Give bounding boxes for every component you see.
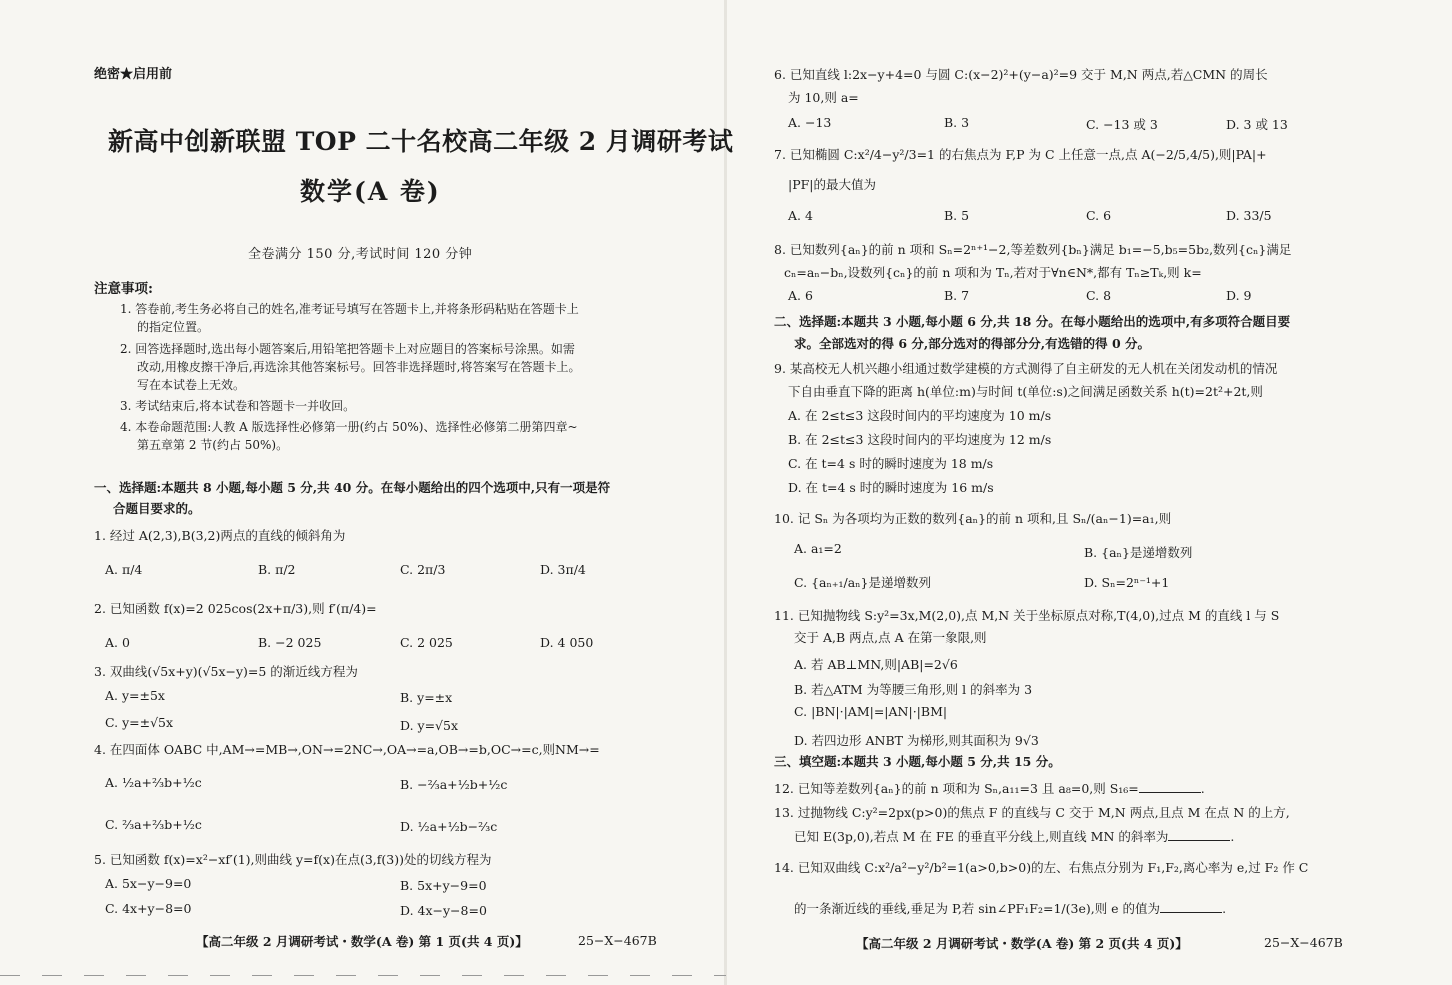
option: C. 6: [1086, 208, 1112, 223]
answer-blank: [1160, 900, 1222, 913]
question-stem: 6. 已知直线 l:2x−y+4=0 与圆 C:(x−2)²+(y−a)²=9 交于 M,N 两点,若△CMN 的周长: [774, 67, 1268, 82]
page-footer: 【高二年级 2 月调研考试・数学(A 卷) 第 2 页(共 4 页)】: [856, 936, 1188, 951]
option: C. y=±√5x: [105, 715, 174, 730]
option: D. 3π/4: [540, 562, 586, 577]
option: C. 在 t=4 s 时的瞬时速度为 18 m/s: [788, 456, 994, 471]
option: A. a₁=2: [794, 541, 842, 556]
question-stem: 8. 已知数列{aₙ}的前 n 项和 Sₙ=2ⁿ⁺¹−2,等差数列{bₙ}满足 b₁=−5,b₅=5b₂,数列{cₙ}满足: [774, 242, 1292, 257]
option: A. −13: [788, 115, 832, 130]
option: B. 若△ATM 为等腰三角形,则 l 的斜率为 3: [794, 682, 1033, 697]
question-stem: |PF|的最大值为: [788, 177, 877, 192]
question-stem: 4. 在四面体 OABC 中,AM→=MB→,ON→=2NC→,OA→=a,OB→=b,OC→=c,则NM→=: [94, 742, 600, 757]
option: A. 4: [788, 208, 813, 223]
note-line: 3. 考试结束后,将本试卷和答题卡一并收回。: [120, 399, 356, 413]
confidential-label: 绝密★启用前: [94, 67, 173, 82]
question-text: 的一条渐近线的垂线,垂足为 P,若 sin∠PF₁F₂=1/(3e),则 e 的值为: [794, 901, 1161, 916]
exam-info: 全卷满分 150 分,考试时间 120 分钟: [248, 247, 473, 262]
answer-blank: [1168, 828, 1230, 841]
option: D. 4x−y−8=0: [400, 903, 487, 918]
option: C. |BN|·|AM|=|AN|·|BM|: [794, 704, 948, 719]
notice-title: 注意事项:: [94, 281, 153, 297]
option: A. 若 AB⊥MN,则|AB|=2√6: [794, 657, 958, 672]
option: B. 7: [944, 288, 970, 303]
question-stem: 10. 记 Sₙ 为各项均为正数的数列{aₙ}的前 n 项和,且 Sₙ/(aₙ−1)=a₁,则: [774, 511, 1172, 526]
option: C. 2π/3: [400, 562, 446, 577]
option: B. 5x+y−9=0: [400, 878, 487, 893]
option: B. 在 2≤t≤3 这段时间内的平均速度为 12 m/s: [788, 432, 1052, 447]
option: A. 5x−y−9=0: [105, 876, 192, 891]
option: D. 9: [1226, 288, 1252, 303]
option: C. 4x+y−8=0: [105, 901, 192, 916]
note-line: 4. 本卷命题范围:人教 A 版选择性必修第一册(约占 50%)、选择性必修第二册第四章~: [120, 420, 578, 434]
question-stem: cₙ=aₙ−bₙ,设数列{cₙ}的前 n 项和为 Tₙ,若对于∀n∈N*,都有 Tₙ≥Tₖ,则 k=: [784, 265, 1202, 280]
question-stem: 11. 已知抛物线 S:y²=3x,M(2,0),点 M,N 关于坐标原点对称,T(4,0),过点 M 的直线 l 与 S: [774, 608, 1280, 623]
option: A. ½a+⅔b+½c: [105, 775, 202, 790]
note-line: 第五章第 2 节(约占 50%)。: [137, 438, 289, 452]
question-stem: [774, 780, 1205, 797]
option: D. Sₙ=2ⁿ⁻¹+1: [1084, 575, 1170, 590]
option: A. 在 2≤t≤3 这段时间内的平均速度为 10 m/s: [788, 408, 1052, 423]
note-line: 写在本试卷上无效。: [137, 378, 246, 392]
question-stem: 5. 已知函数 f(x)=x²−xf′(1),则曲线 y=f(x)在点(3,f(3))处的切线方程为: [94, 852, 492, 867]
section-heading: 合题目要求的。: [113, 501, 201, 516]
option: D. 33/5: [1226, 208, 1272, 223]
option: B. 3: [944, 115, 970, 130]
option: A. 6: [788, 288, 813, 303]
question-stem: 交于 A,B 两点,点 A 在第一象限,则: [794, 630, 987, 645]
exam-page-2: [726, 0, 1452, 985]
question-end: .: [1200, 781, 1205, 796]
section-heading: 求。全部选对的得 6 分,部分选对的得部分分,有选错的得 0 分。: [794, 336, 1151, 351]
note-line: 改动,用橡皮擦干净后,再选涂其他答案标号。回答非选择题时,将答案写在答题卡上。: [137, 360, 581, 374]
option: D. 在 t=4 s 时的瞬时速度为 16 m/s: [788, 480, 994, 495]
section-heading: 三、填空题:本题共 3 小题,每小题 5 分,共 15 分。: [774, 754, 1061, 769]
option: C. 2 025: [400, 635, 453, 650]
option: C. 8: [1086, 288, 1112, 303]
option: B. 5: [944, 208, 970, 223]
option: D. 3 或 13: [1226, 117, 1288, 132]
question-stem: 14. 已知双曲线 C:x²/a²−y²/b²=1(a>0,b>0)的左、右焦点分别为 F₁,F₂,离心率为 e,过 F₂ 作 C: [774, 860, 1309, 875]
answer-blank: [1139, 780, 1201, 793]
option: B. π/2: [258, 562, 296, 577]
option: A. π/4: [105, 562, 143, 577]
note-line: 的指定位置。: [137, 320, 210, 334]
question-stem: [794, 900, 1226, 917]
question-stem: 3. 双曲线(√5x+y)(√5x−y)=5 的渐近线方程为: [94, 664, 358, 679]
exam-code: 25−X−467B: [1264, 935, 1343, 950]
page-edge-dashes: [0, 975, 726, 976]
question-stem: 9. 某高校无人机兴趣小组通过数学建模的方式测得了自主研发的无人机在关闭发动机的情况: [774, 361, 1278, 376]
option: A. 0: [105, 635, 130, 650]
section-heading: 一、选择题:本题共 8 小题,每小题 5 分,共 40 分。在每小题给出的四个选项中,只有一项是符: [94, 480, 611, 495]
option: C. −13 或 3: [1086, 117, 1158, 132]
question-stem: 为 10,则 a=: [788, 90, 859, 105]
option: B. −⅔a+½b+½c: [400, 777, 508, 792]
option: C. ⅔a+⅔b+½c: [105, 817, 202, 832]
question-stem: 13. 过抛物线 C:y²=2px(p>0)的焦点 F 的直线与 C 交于 M,N 两点,且点 M 在点 N 的上方,: [774, 805, 1290, 820]
question-stem: 2. 已知函数 f(x)=2 025cos(2x+π/3),则 f′(π/4)=: [94, 601, 377, 616]
exam-subtitle: 数学(A 卷): [300, 177, 441, 206]
section-heading: 二、选择题:本题共 3 小题,每小题 6 分,共 18 分。在每小题给出的选项中,有多项符合题目要: [774, 314, 1291, 329]
note-line: 2. 回答选择题时,选出每小题答案后,用铅笔把答题卡上对应题目的答案标号涂黑。如需: [120, 342, 575, 356]
note-line: 1. 答卷前,考生务必将自己的姓名,准考证号填写在答题卡上,并将条形码粘贴在答题卡上: [120, 302, 579, 316]
option: B. {aₙ}是递增数列: [1084, 545, 1193, 560]
option: D. 若四边形 ANBT 为梯形,则其面积为 9√3: [794, 733, 1039, 748]
question-stem: 7. 已知椭圆 C:x²/4−y²/3=1 的右焦点为 F,P 为 C 上任意一点,点 A(−2/5,4/5),则|PA|+: [774, 147, 1267, 162]
exam-title: 新高中创新联盟 TOP 二十名校高二年级 2 月调研考试: [108, 127, 734, 156]
exam-code: 25−X−467B: [578, 933, 657, 948]
page-footer: 【高二年级 2 月调研考试・数学(A 卷) 第 1 页(共 4 页)】: [196, 934, 528, 949]
option: D. ½a+½b−⅔c: [400, 819, 498, 834]
option: A. y=±5x: [105, 688, 165, 703]
question-end: .: [1230, 829, 1235, 844]
option: B. y=±x: [400, 690, 453, 705]
question-end: .: [1222, 901, 1227, 916]
question-text: 已知 E(3p,0),若点 M 在 FE 的垂直平分线上,则直线 MN 的斜率为: [794, 829, 1169, 844]
option: C. {aₙ₊₁/aₙ}是递增数列: [794, 575, 932, 590]
question-stem: 下自由垂直下降的距离 h(单位:m)与时间 t(单位:s)之间满足函数关系 h(t)=2t²+2t,则: [788, 384, 1263, 399]
option: D. y=√5x: [400, 718, 459, 733]
option: D. 4 050: [540, 635, 594, 650]
option: B. −2 025: [258, 635, 322, 650]
question-stem: 1. 经过 A(2,3),B(3,2)两点的直线的倾斜角为: [94, 528, 346, 543]
question-stem: [794, 828, 1234, 845]
question-text: 12. 已知等差数列{aₙ}的前 n 项和为 Sₙ,a₁₁=3 且 a₈=0,则 S₁₆=: [774, 781, 1139, 796]
